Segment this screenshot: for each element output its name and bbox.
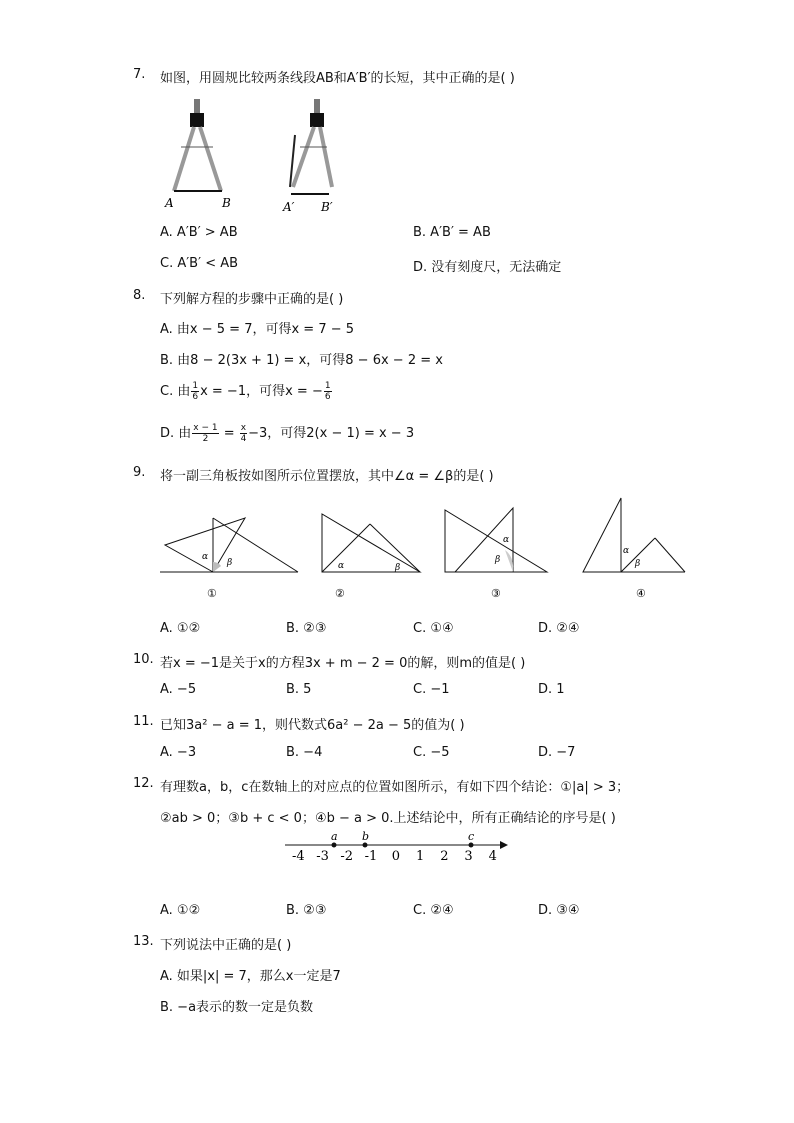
point-A-label: A [165,196,174,210]
fraction: $\frac{1}{6}$ [324,381,331,402]
question-number-11: 11. [133,714,154,729]
q9-option-d[interactable]: D. ②④ [538,621,580,636]
q10-option-b[interactable]: B. 5 [286,682,312,697]
figure-label-2: ② [335,587,345,600]
number-line-tick-label: -1 [364,849,378,864]
q10-option-c[interactable]: C. −1 [413,682,450,697]
alpha-label: α [503,535,510,545]
q7-option-b[interactable]: B. A′B′ = AB [413,225,491,240]
q12-option-d[interactable]: D. ③④ [538,903,580,918]
fraction: $\frac{x}{4}$ [240,423,247,444]
point-b [363,843,368,848]
question-8-stem: 下列解方程的步骤中正确的是( ) [160,292,344,307]
q12-option-c[interactable]: C. ②④ [413,903,454,918]
number-line-tick-label: 1 [416,849,425,864]
q11-option-c[interactable]: C. −5 [413,745,450,760]
compass-figure [155,95,365,220]
number-line-tick-label: 4 [488,849,497,864]
number-line-tick-label: 2 [440,849,449,864]
point-A-prime-label: A′ [283,200,295,214]
question-number-7: 7. [133,67,146,82]
beta-label: β [227,558,233,568]
question-number-10: 10. [133,652,154,667]
number-line-tick-label: -4 [292,849,305,864]
beta-label: β [395,563,401,573]
q11-option-a[interactable]: A. −3 [160,745,197,760]
point-B-label: B [222,196,231,210]
point-a [332,843,337,848]
q11-option-b[interactable]: B. −4 [286,745,323,760]
q12-option-a[interactable]: A. ①② [160,903,201,918]
figure-label-1: ① [207,587,217,600]
question-number-8: 8. [133,288,146,303]
q8-c-mid: x = −1，可得x = − [200,384,323,399]
alpha-label: α [202,552,209,562]
q9-option-b[interactable]: B. ②③ [286,621,327,636]
point-b-label: b [362,830,370,843]
q8-c-pre: C. 由 [160,384,191,399]
question-12-stem-line1: 有理数a，b，c在数轴上的对应点的位置如图所示，有如下四个结论：①|a| > 3； [160,780,630,795]
question-10-stem: 若x = −1是关于x的方程3x + m − 2 = 0的解，则m的值是( ) [160,656,526,671]
fraction: $\frac{x - 1}{2}$ [193,423,218,444]
q7-option-d[interactable]: D. 没有刻度尺，无法确定 [413,260,562,275]
q11-option-d[interactable]: D. −7 [538,745,576,760]
compass-left-icon [174,99,222,191]
point-B-prime-label: B′ [321,200,333,214]
number-line-tick-label: 0 [391,849,401,864]
question-number-13: 13. [133,934,154,949]
q8-option-a[interactable]: A. 由x − 5 = 7，可得x = 7 − 5 [160,322,355,337]
question-7-stem: 如图，用圆规比较两条线段AB和A′B′的长短，其中正确的是( ) [160,71,515,86]
q10-option-a[interactable]: A. −5 [160,682,197,697]
question-number-12: 12. [133,776,154,791]
number-line-tick-label: -2 [340,849,354,864]
fraction: $\frac{1}{6}$ [192,381,199,402]
q9-option-a[interactable]: A. ①② [160,621,201,636]
q13-option-a[interactable]: A. 如果|x| = 7，那么x一定是7 [160,969,341,984]
number-line-tick-label: -3 [316,849,329,864]
q8-option-d[interactable]: D. 由 $\frac{x - 1}{2}$ = $\frac{x}{4}$ −3，可得2(x − 1) = x − 3 [160,423,415,444]
compass-right-icon [290,99,332,194]
figure-label-4: ④ [636,587,646,600]
question-number-9: 9. [133,465,146,480]
point-c-label: c [468,830,475,843]
point-c [469,843,474,848]
q8-option-b[interactable]: B. 由8 − 2(3x + 1) = x，可得8 − 6x − 2 = x [160,353,443,368]
q13-option-b[interactable]: B. −a表示的数一定是负数 [160,1000,314,1015]
number-line [280,826,510,866]
beta-label: β [495,555,501,565]
question-9-stem: 将一副三角板按如图所示位置摆放，其中∠α = ∠β的是( ) [160,469,494,484]
q9-option-c[interactable]: C. ①④ [413,621,454,636]
q10-option-d[interactable]: D. 1 [538,682,565,697]
alpha-label: α [623,546,630,556]
question-11-stem: 已知3a² − a = 1，则代数式6a² − 2a − 5的值为( ) [160,718,465,733]
beta-label: β [635,559,641,569]
q7-option-a[interactable]: A. A′B′ > AB [160,225,238,240]
question-13-stem: 下列说法中正确的是( ) [160,938,292,953]
q12-option-b[interactable]: B. ②③ [286,903,327,918]
figure-label-3: ③ [491,587,501,600]
question-12-stem-line2: ②ab > 0；③b + c < 0；④b − a > 0.上述结论中，所有正确结论的序号是( ) [160,811,616,826]
q8-option-c[interactable] [160,380,333,402]
triangle-figures [155,490,695,605]
q7-option-c[interactable]: C. A′B′ < AB [160,256,239,271]
alpha-label: α [338,561,345,571]
point-a-label: a [331,830,338,843]
number-line-tick-label: 3 [464,849,473,864]
